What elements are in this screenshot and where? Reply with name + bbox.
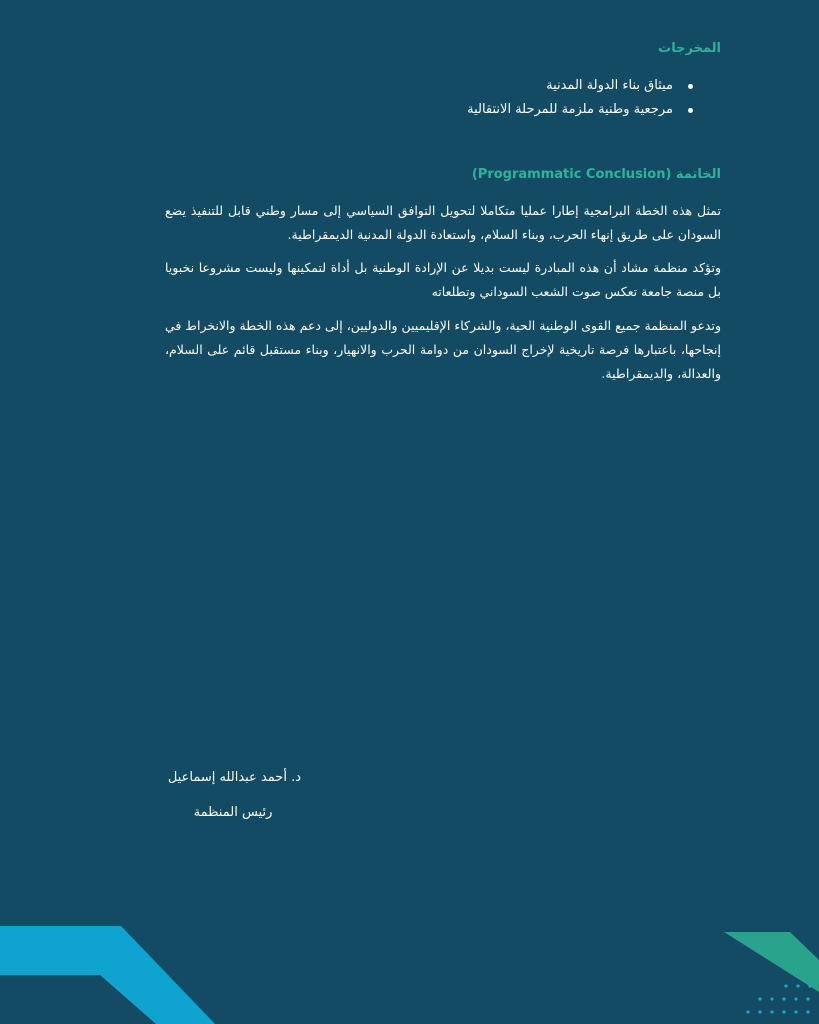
- outputs-heading: المخرجات: [658, 41, 721, 56]
- outputs-item: مرجعية وطنية ملزمة للمرحلة الانتقالية: [161, 98, 721, 122]
- conclusion-heading: الخاتمة (Programmatic Conclusion): [471, 167, 721, 182]
- conclusion-paragraph: وتدعو المنظمة جميع القوى الوطنية الحية، والشركاء الإقليميين والدوليين، إلى دعم هذه الخطة والانخراط في إنجاحها، باعتبارها فرصة تاريخية لإخراج السودان من دوامة الحرب والانهيار، وبناء مستقبل قائم على السلام، والعدالة، والديمقراطية.: [165, 318, 721, 381]
- signature-title: رئيس المنظمة: [193, 805, 273, 820]
- dot-grid-icon: [746, 984, 811, 1013]
- outputs-item: ميثاق بناء الدولة المدنية: [161, 74, 721, 98]
- conclusion-paragraph: وتؤكد منظمة مشاد أن هذه المبادرة ليست بديلا عن الإرادة الوطنية بل أداة لتمكينها وليست مشروعا نخبويا بل منصة جامعة تعكس صوت الشعب السوداني وتطلعاته: [165, 260, 721, 299]
- bottom-left-stripe-shape: [0, 926, 215, 1024]
- signature-name: د. أحمد عبدالله إسماعيل: [167, 770, 301, 785]
- bottom-right-triangle-shape: [724, 932, 819, 992]
- conclusion-paragraph: تمثل هذه الخطة البرامجية إطارا عمليا متكاملا لتحويل التوافق السياسي إلى مسار وطني قابل للتنفيذ يضع السودان على طريق إنهاء الحرب، وبناء السلام، واستعادة الدولة المدنية الديمقراطية.: [165, 203, 721, 242]
